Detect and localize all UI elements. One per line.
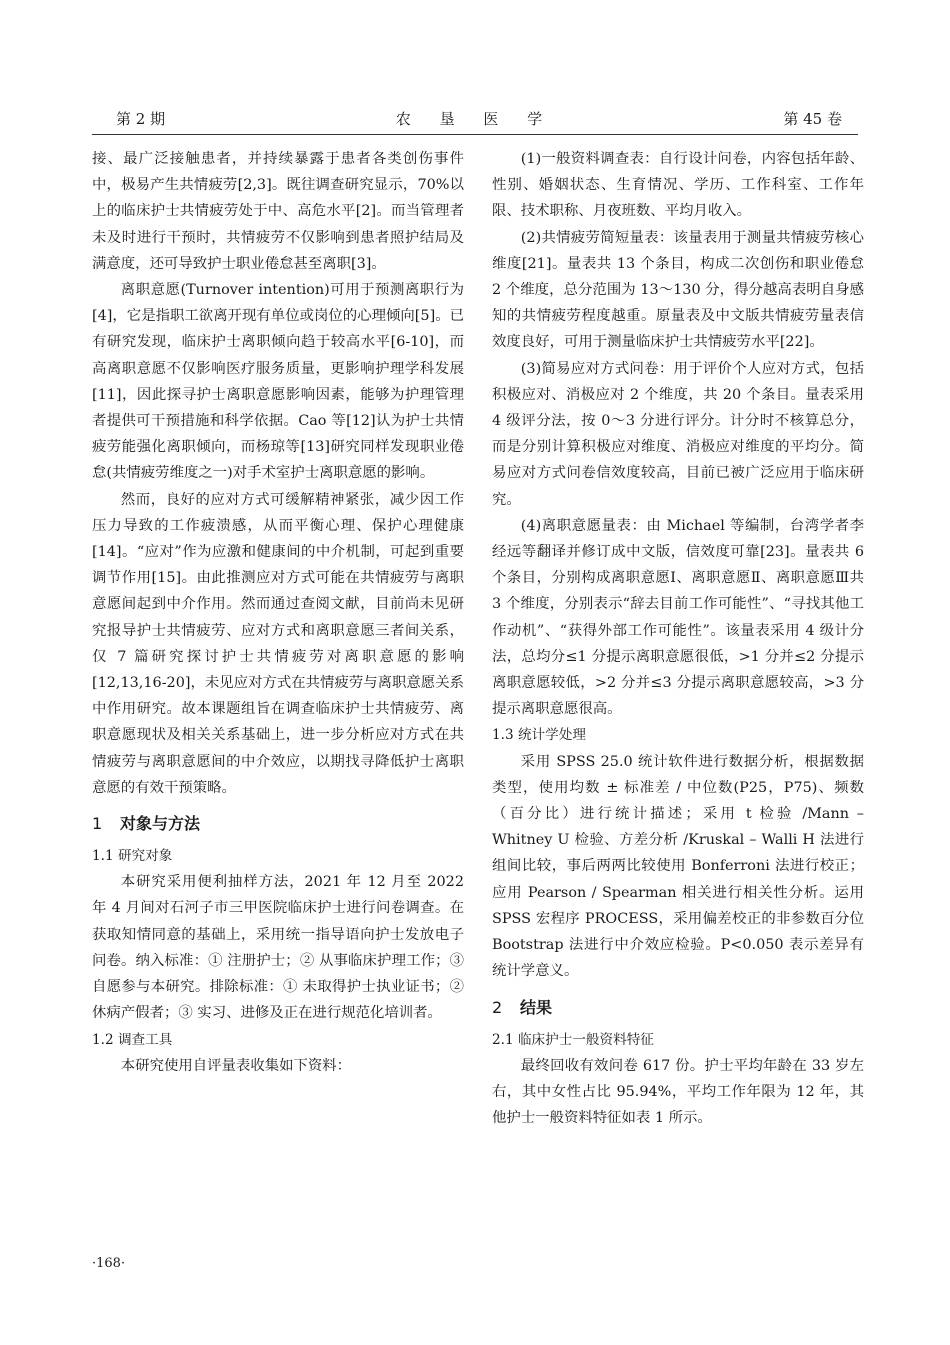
paragraph: 然而，良好的应对方式可缓解精神紧张，减少因工作压力导致的工作疲溃感，从而平衡心理、保护心理健康[14]。“应对”作为应激和健康间的中介机制，可起到重要调节作用[15]。由此推测应对方式可能在共情疲劳与离职意愿间起到中介作用。然而通过查阅文献，目前尚未见研究报导护士共情疲劳、应对方式和离职意愿三者间关系，仅 7 篇研究探讨护士共情疲劳对离职意愿的影响[12,13,16-20]，未见应对方式在共情疲劳与离职意愿关系中作用研究。故本课题组旨在调查临床护士共情疲劳、离职意愿现状及相关关系基础上，进一步分析应对方式在共情疲劳与离职意愿间的中介效应，以期找寻降低护士离职意愿的有效干预策略。 [92,491,464,796]
paragraph: 离职意愿(Turnover intention)可用于预测离职行为[4]，它是指职工欲离开现有单位或岗位的心理倾向[5]。已有研究发现，临床护士离职倾向趋于较高水平[6-10]，而高离职意愿不仅影响医疗服务质量，更影响护理学科发展[11]，因此探寻护士离职意愿影响因素，能够为护理管理者提供可干预措施和科学依据。Cao 等[12]认为护士共情疲劳能强化离职倾向，而杨琼等[13]研究同样发现职业倦怠(共情疲劳维度之一)对手术室护士离职意愿的影响。 [92,282,464,482]
paragraph: (3)简易应对方式问卷：用于评价个人应对方式，包括积极应对、消极应对 2 个维度，共 20 个条目。量表采用 4 级评分法，按 0～3 分进行评分。计分时不核算总分，而是分别计算积极应对维度、消极应对维度的平均分。简易应对方式问卷信效度较高，目前已被广泛应用于临床研究。 [492,360,864,508]
paragraph: 本研究使用自评量表收集如下资料： [120,1057,352,1074]
section-heading [492,995,864,1021]
section-title: 结果 [520,997,553,1017]
paragraph: (1)一般资料调查表：自行设计问卷，内容包括年龄、性别、婚姻状态、生育情况、学历、工作科室、工作年限、技术职称、月夜班数、平均月收入。 [492,151,864,220]
issue-number: 第 2 期 [116,110,166,128]
section-number: 2 [492,997,503,1017]
paragraph: 最终回收有效问卷 617 份。护士平均年龄在 33 岁左右，其中女性占比 95.94%，平均工作年限为 12 年，其他护士一般资料特征如表 1 所示。 [492,1057,864,1127]
subsection-heading: 1.2 调查工具 [92,1031,173,1048]
page-number: ·168· [92,1256,126,1271]
paragraph: (2)共情疲劳简短量表：该量表用于测量共情疲劳核心维度[21]。量表共 13 个条目，构成二次创伤和职业倦怠 2 个维度，总分范围为 13～130 分，得分越高表明自身感知的共情疲劳程度越重。原量表及中文版共情疲劳量表信效度良好，可用于测量临床护士共情疲劳水平[22]。 [492,229,864,351]
subsection-heading: 2.1 临床护士一般资料特征 [492,1031,654,1048]
volume-number: 第 45 卷 [783,110,842,128]
section-number: 1 [92,814,103,834]
section-title: 对象与方法 [120,814,201,834]
paragraph: 本研究采用便利抽样方法，2021 年 12 月至 2022 年 4 月间对石河子市三甲医院临床护士进行问卷调查。在获取知情同意的基础上，采用统一指导语向护士发放电子问卷。纳入标准：① 注册护士；② 从事临床护理工作；③ 自愿参与本研究。排除标准：① 未取得护士执业证书；② 休病产假者；③ 实习、进修及正在进行规范化培训者。 [92,874,464,1022]
running-header [92,108,858,132]
paragraph: 采用 SPSS 25.0 统计软件进行数据分析，根据数据类型，使用均数 ± 标准差 / 中位数(P25，P75)、频数（百分比）进行统计描述；采用 t 检验 /Mann – Whitney U 检验、方差分析 /Kruskal – Walli H 法进行组间比较，事后两两比较使用 Bonferroni 法进行校正；应用 Pearson / Spearman 相关进行相关性分析。运用 SPSS 宏程序 PROCESS，采用偏差校正的非参数百分位 Bootstrap 法进行中介效应检验。P<0.050 表示差异有统计学意义。 [492,753,864,980]
section-heading [92,811,464,837]
header-rule [92,134,858,135]
journal-name: 农 垦 医 学 [395,110,555,128]
paragraph: (4)离职意愿量表：由 Michael 等编制，台湾学者李经远等翻译并修订成中文版，信效度可靠[23]。量表共 6 个条目，分别构成离职意愿Ⅰ、离职意愿Ⅱ、离职意愿Ⅲ共 3 个维度，分别表示“辞去目前工作可能性”、“寻找其他工作动机”、“获得外部工作可能性”。该量表采用 4 级计分法，总均分≤1 分提示离职意愿很低，>1 分并≤2 分提示离职意愿较低，>2 分并≤3 分提示离职意愿较高，>3 分提示离职意愿很高。 [492,517,864,718]
right-column [492,146,864,1131]
subsection-heading: 1.3 统计学处理 [492,727,586,744]
paragraph: 接、最广泛接触患者，并持续暴露于患者各类创伤事件中，极易产生共情疲劳[2,3]。既往调查研究显示，70%以上的临床护士共情疲劳处于中、高危水平[2]。而当管理者未及时进行干预时，共情疲劳不仅影响到患者照护结局及满意度，还可导致护士职业倦怠甚至离职[3]。 [92,151,464,272]
subsection-heading: 1.1 研究对象 [92,848,173,865]
left-column [92,146,464,1079]
